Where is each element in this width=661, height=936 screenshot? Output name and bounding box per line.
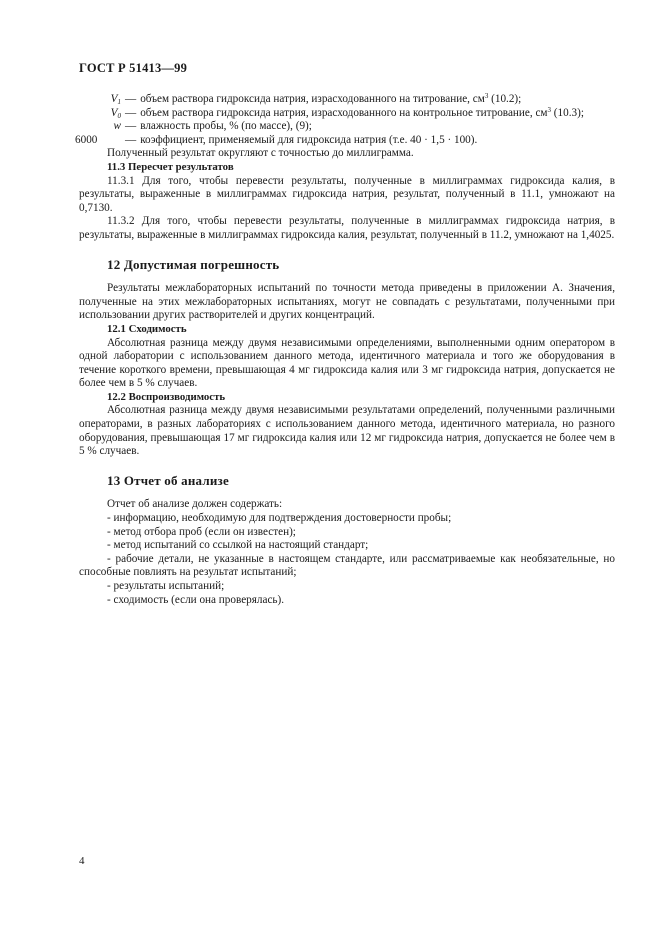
definition-row — [79, 107, 615, 121]
list-item: - сходимость (если она проверялась). — [107, 593, 285, 606]
definition-dash: — — [125, 93, 137, 105]
definition-row — [79, 93, 615, 107]
definition-symbol: $V_0$ — [110, 106, 121, 120]
paragraph-11-3-1: 11.3.1 Для того, чтобы перевести результаты, полученные в миллиграммах гидроксида калия, в результаты, выраженные в миллиграммах гидроксида натрия, результат, полученный в 11.1, умножают на 0,7130. — [79, 174, 615, 214]
definition-symbol: w — [113, 120, 121, 133]
rounding-note: Полученный результат округляют с точностью до миллиграмма. — [107, 147, 414, 160]
section-title-12: 12 Допустимая погрешность — [107, 256, 280, 272]
list-item: - результаты испытаний; — [107, 580, 225, 592]
definition-dash: — — [125, 120, 137, 133]
paragraph-13-intro: Отчет об анализе должен содержать: — [107, 498, 283, 511]
list-item: - метод испытаний со ссылкой на настоящий стандарт; — [107, 539, 369, 552]
paragraph-12-1: Абсолютная разница между двумя независимыми определениями, выполненными одним оператором в одной лаборатории с использованием данного метода, идентичного материала и того же оборудования в течение короткого времени, превышающая 4 мг гидроксида калия или 3 мг гидроксида натрия, допускается не более чем в 5 % случаев. — [79, 336, 615, 390]
list-item: - рабочие детали, не указанные в настоящем стандарте, или рассматриваемые как необязательные, но способные повлиять на результат испытаний; — [79, 552, 615, 579]
list-item: - информацию, необходимую для подтверждения достоверности пробы; — [107, 512, 452, 525]
paragraph-12-intro: Результаты межлабораторных испытаний по точности метода приведены в приложении А. Значения, полученные на этих межлабораторных испытаниях, могут не совпадать с результатами, полученными при использовании других растворителей и других концентраций. — [79, 282, 615, 322]
section-title-13: 13 Отчет об анализе — [107, 472, 229, 488]
page-number: 4 — [79, 855, 85, 867]
list-item: - метод отбора проб (если он известен); — [107, 525, 296, 538]
definition-dash: — — [125, 106, 137, 119]
definition-text: коэффициент, применяемый для гидроксида натрия (т.е. 40 · 1,5 · 100). — [140, 133, 478, 146]
definition-row — [79, 120, 615, 134]
paragraph-11-3-2: 11.3.2 Для того, чтобы перевести результаты, полученные в миллиграммах гидроксида натрия, в результаты, выраженные в миллиграммах гидроксида калия, результат, полученный в 11.2, умножают на 1,4025. — [79, 215, 615, 241]
definition-text: объем раствора гидроксида натрия, израсходованного на контрольное титрование, $см^3$ (10.3); — [140, 105, 584, 119]
definition-dash: — — [125, 133, 137, 146]
subsection-heading-12-2: 12.2 Воспроизводимость — [107, 390, 226, 403]
definition-text: объем раствора гидроксида натрия, израсходованного на титрование, $см^3$ (10.2); — [140, 92, 522, 105]
formula-definitions — [75, 92, 615, 147]
page-content — [75, 92, 615, 607]
definition-symbol: $V_1$ — [110, 93, 121, 106]
subsection-heading-11-3: 11.3 Пересчет результатов — [107, 160, 234, 173]
definition-symbol: 6000 — [75, 133, 98, 146]
definition-row — [75, 133, 615, 148]
paragraph-12-2: Абсолютная разница между двумя независимыми результатами определений, полученными различными операторами, в разных лабораториях с использованием данного метода, идентичного материала, но разного оборудования, превышающая 17 мг гидроксида калия или 12 мг гидроксида натрия, допускается не более чем в 5 % случаев. — [79, 404, 615, 458]
subsection-heading-12-1: 12.1 Сходимость — [107, 322, 187, 335]
definition-text: влажность пробы, % (по массе), (9); — [140, 120, 312, 133]
standard-header: ГОСТ Р 51413—99 — [79, 61, 188, 75]
